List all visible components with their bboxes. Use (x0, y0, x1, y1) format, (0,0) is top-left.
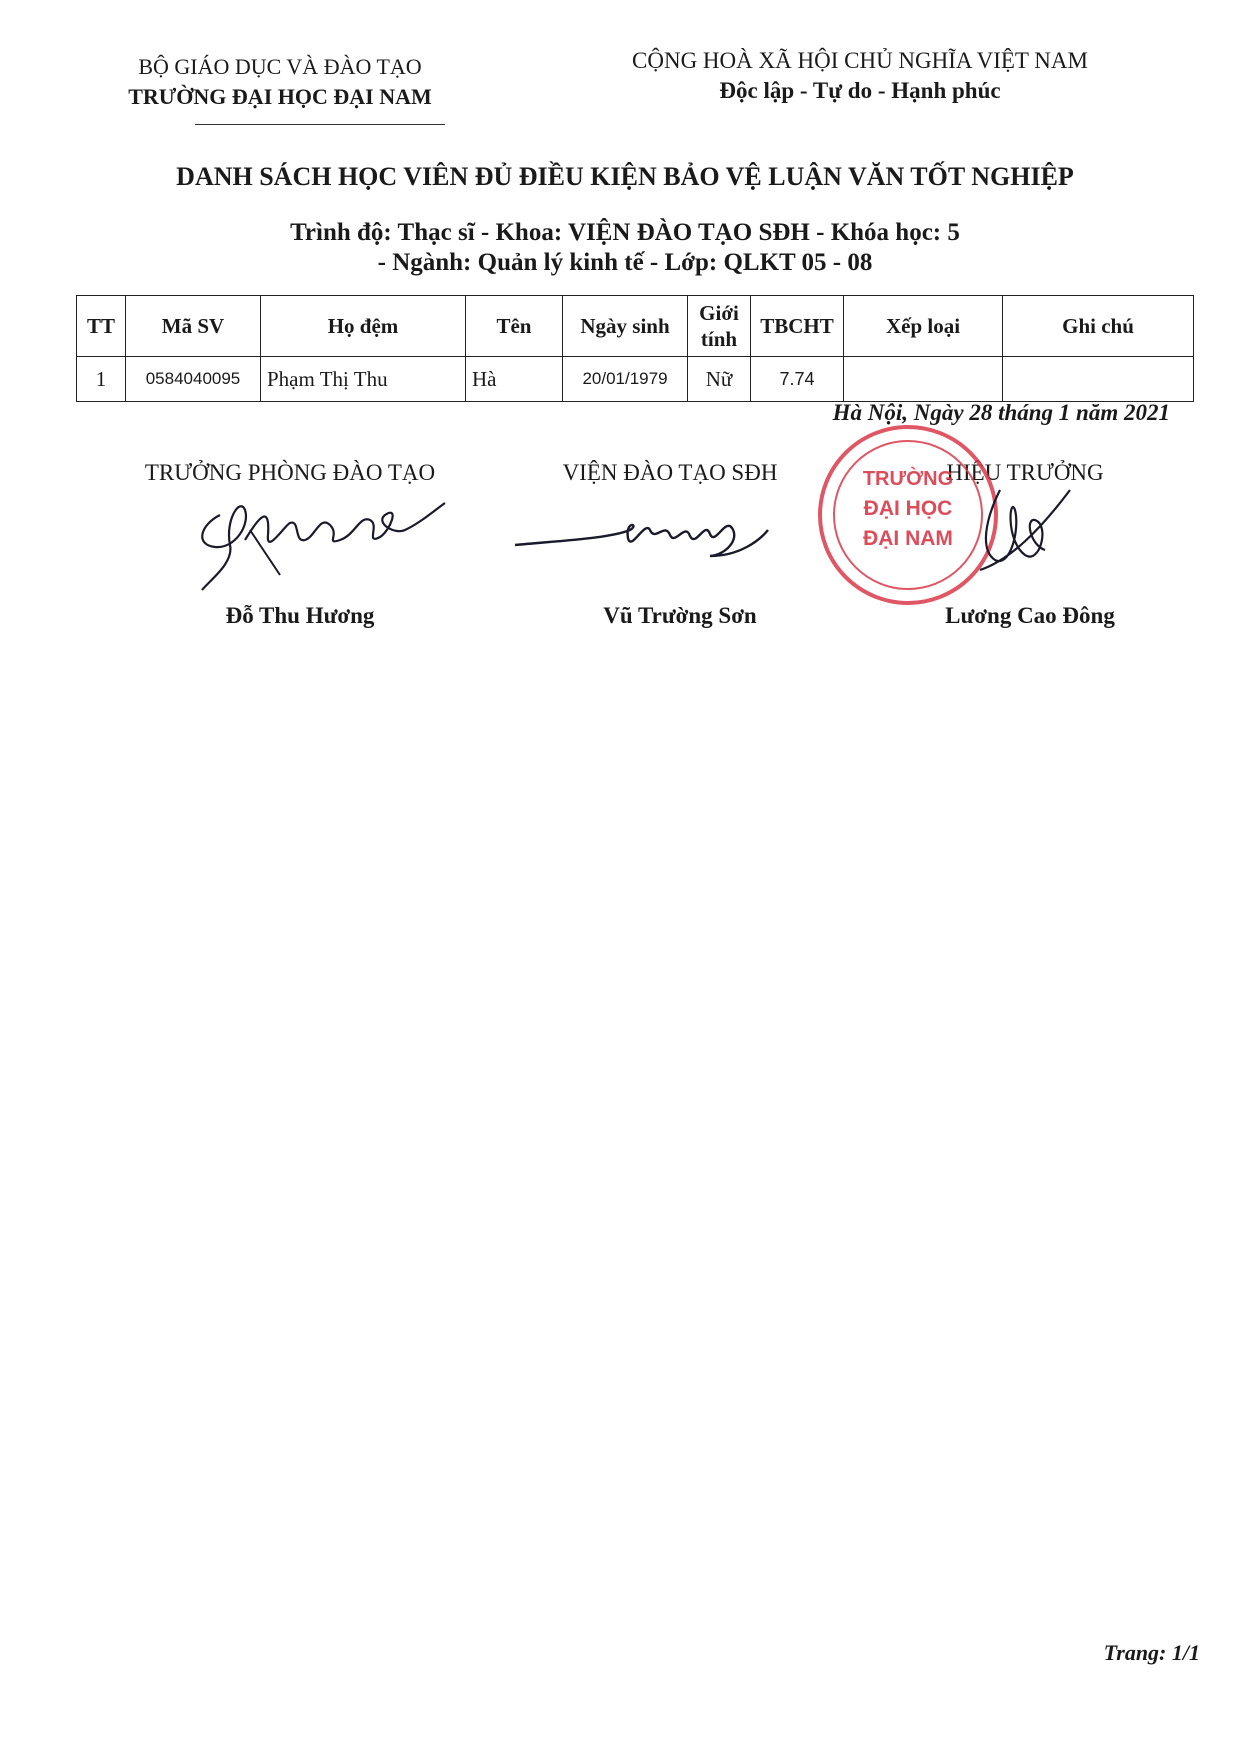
cell-tbcht: 7.74 (751, 357, 844, 402)
col-ngay-sinh: Ngày sinh (563, 296, 688, 357)
date-line: Hà Nội, Ngày 28 tháng 1 năm 2021 (832, 400, 1170, 425)
cell-gioi-tinh: Nữ (688, 357, 751, 402)
signature-2-icon (510, 500, 770, 570)
page-number: Trang: 1/1 (1103, 1640, 1200, 1665)
col-ma-sv: Mã SV (126, 296, 261, 357)
stamp-line-3: ĐẠI NAM (863, 527, 953, 550)
subtitle-line-2: - Ngành: Quản lý kinh tế - Lớp: QLKT 05 - 08 (377, 249, 873, 276)
cell-xep-loai (844, 357, 1003, 402)
header-left (100, 52, 460, 112)
university-name: TRƯỜNG ĐẠI HỌC ĐẠI NAM (128, 84, 432, 109)
signature-1-icon (190, 485, 450, 595)
col-ghi-chu: Ghi chú (1003, 296, 1194, 357)
republic-name: CỘNG HOÀ XÃ HỘI CHỦ NGHĨA VIỆT NAM (632, 48, 1088, 73)
signer-name-1: Đỗ Thu Hương (225, 603, 375, 628)
subtitle-line-1: Trình độ: Thạc sĩ - Khoa: VIỆN ĐÀO TẠO SĐH - Khóa học: 5 (290, 219, 960, 246)
col-gioi-tinh-line2: tính (700, 327, 738, 351)
signer-name-2: Vũ Trường Sơn (603, 603, 757, 628)
signer-name-3: Lương Cao Đông (945, 603, 1115, 628)
role-rector: HIỆU TRƯỞNG (946, 460, 1104, 485)
table-row (77, 357, 1194, 402)
signature-3-icon (960, 470, 1080, 590)
col-gioi-tinh (688, 296, 751, 357)
student-table (76, 295, 1194, 402)
cell-tt: 1 (77, 357, 126, 402)
ministry-name: BỘ GIÁO DỤC VÀ ĐÀO TẠO (138, 54, 422, 79)
header-left-underline (195, 124, 445, 125)
col-ho-dem: Họ đệm (261, 296, 466, 357)
header-right (560, 46, 1160, 106)
table-header-row (77, 296, 1194, 357)
document-subtitle (40, 218, 1210, 278)
col-gioi-tinh-line1: Giới (699, 301, 739, 325)
role-graduate-institute: VIỆN ĐÀO TẠO SĐH (562, 460, 778, 485)
stamp-line-2: ĐẠI HỌC (863, 497, 953, 520)
col-tbcht: TBCHT (751, 296, 844, 357)
stamp-line-1: TRƯỜNG (862, 468, 954, 490)
col-xep-loai: Xếp loại (844, 296, 1003, 357)
cell-ho-dem: Phạm Thị Thu (261, 357, 466, 402)
col-tt: TT (77, 296, 126, 357)
cell-ghi-chu (1003, 357, 1194, 402)
document-title: DANH SÁCH HỌC VIÊN ĐỦ ĐIỀU KIỆN BẢO VỆ LUẬN VĂN TỐT NGHIỆP (176, 162, 1074, 191)
cell-ngay-sinh: 20/01/1979 (563, 357, 688, 402)
role-training-head: TRƯỞNG PHÒNG ĐÀO TẠO (144, 460, 436, 485)
cell-ma-sv: 0584040095 (126, 357, 261, 402)
cell-ten: Hà (466, 357, 563, 402)
col-ten: Tên (466, 296, 563, 357)
national-motto: Độc lập - Tự do - Hạnh phúc (719, 78, 1001, 103)
